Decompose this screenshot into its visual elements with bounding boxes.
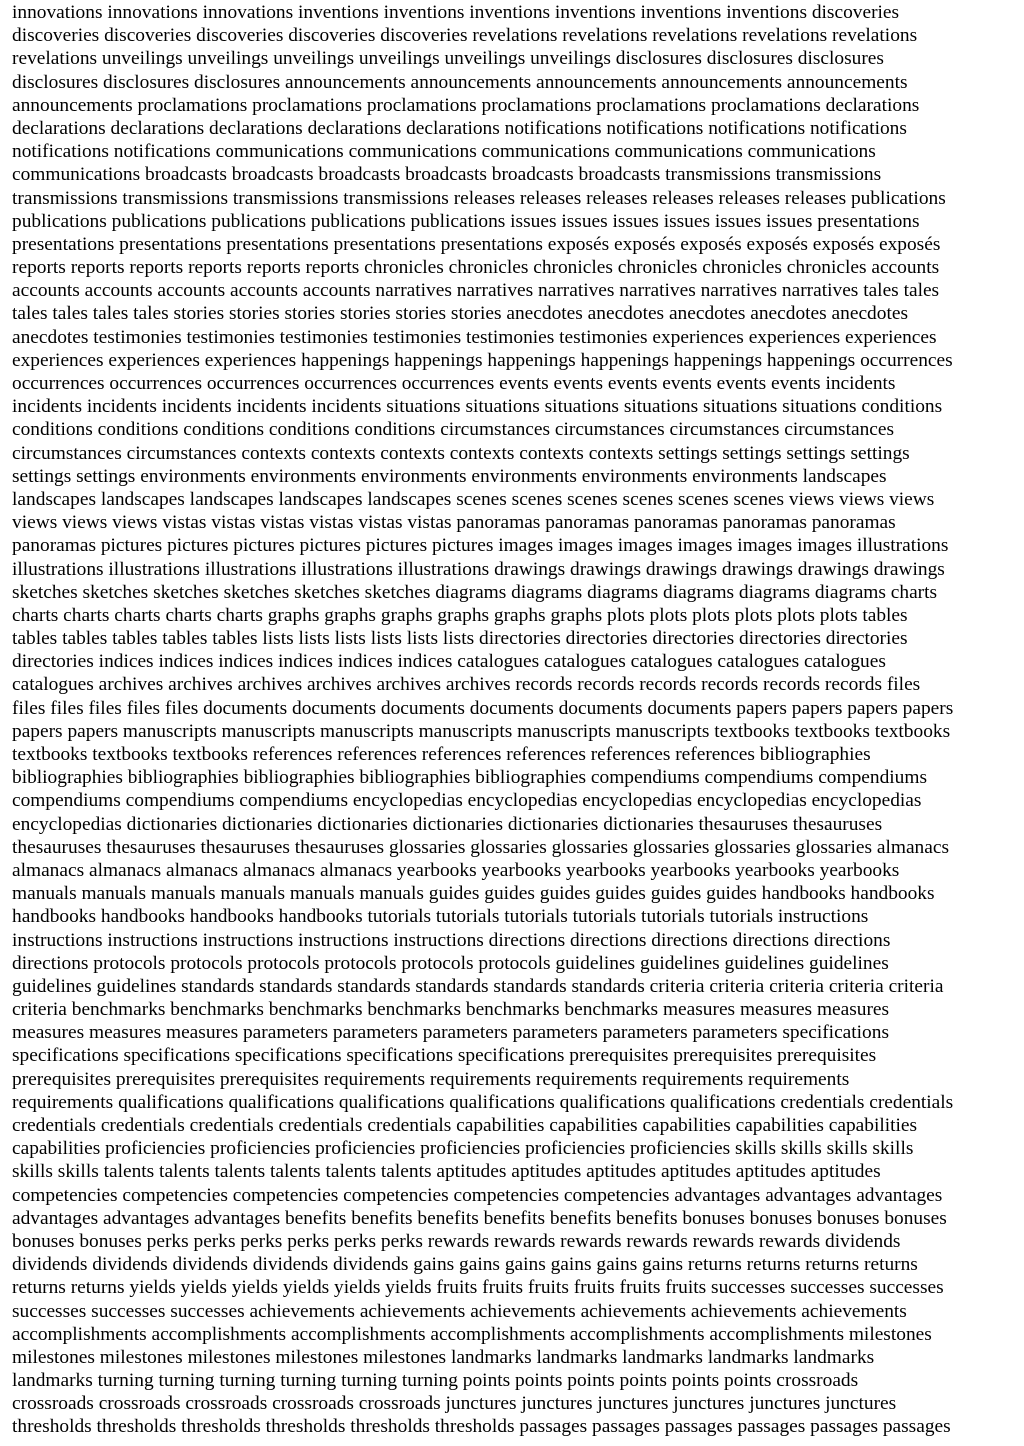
text-line: landmarks turning turning turning turning turning turning points points points points points points crossroads	[12, 1370, 859, 1392]
text-line: declarations declarations declarations declarations declarations notifications notifications notifications notifications	[12, 117, 907, 139]
text-line: guidelines guidelines standards standards standards standards standards standards criteria criteria criteria criteria criteria	[12, 975, 944, 997]
text-line: reports reports reports reports reports reports chronicles chronicles chronicles chronicles chronicles chronicles accounts	[12, 257, 940, 279]
text-line: bonuses bonuses perks perks perks perks perks perks rewards rewards rewards rewards rewards rewards dividends	[12, 1230, 901, 1252]
text-line: requirements qualifications qualifications qualifications qualifications qualifications qualifications credentials credentials	[12, 1091, 954, 1113]
text-line: panoramas pictures pictures pictures pictures pictures pictures images images images images images images illustrations	[12, 535, 949, 557]
text-line: communications broadcasts broadcasts broadcasts broadcasts broadcasts broadcasts transmissions transmissions	[12, 164, 882, 186]
text-line: compendiums compendiums compendiums encyclopedias encyclopedias encyclopedias encyclopedias encyclopedias	[12, 790, 922, 812]
text-line: measures measures measures parameters parameters parameters parameters parameters parameters specifications	[12, 1022, 889, 1044]
text-line: specifications specifications specifications specifications specifications prerequisites prerequisites prerequisites	[12, 1045, 877, 1067]
text-line: instructions instructions instructions instructions instructions directions directions directions directions directions	[12, 929, 891, 951]
text-line: views views views vistas vistas vistas vistas vistas vistas panoramas panoramas panoramas panoramas panoramas	[12, 512, 896, 534]
text-line: experiences experiences experiences happenings happenings happenings happenings happenings happenings occurrences	[12, 349, 953, 371]
text-line: files files files files files documents documents documents documents documents documents papers papers papers papers	[12, 697, 954, 719]
text-line: crossroads crossroads crossroads crossroads crossroads junctures junctures junctures junctures junctures junctures	[12, 1393, 897, 1415]
text-line: encyclopedias dictionaries dictionaries dictionaries dictionaries dictionaries dictionaries thesauruses thesauruses	[12, 813, 883, 835]
text-line: illustrations illustrations illustrations illustrations illustrations drawings drawings drawings drawings drawings drawings	[12, 558, 945, 580]
text-line: papers papers manuscripts manuscripts manuscripts manuscripts manuscripts manuscripts textbooks textbooks textbooks	[12, 720, 951, 742]
text-line: incidents incidents incidents incidents incidents situations situations situations situations situations situations conditions	[12, 396, 943, 418]
text-line: anecdotes testimonies testimonies testimonies testimonies testimonies testimonies experiences experiences experiences	[12, 326, 937, 348]
text-line: revelations unveilings unveilings unveilings unveilings unveilings unveilings disclosures disclosures disclosures	[12, 48, 884, 70]
text-line: circumstances circumstances contexts contexts contexts contexts contexts contexts settings settings settings settings	[12, 442, 910, 464]
text-line: manuals manuals manuals manuals manuals manuals guides guides guides guides guides guides handbooks handbooks	[12, 883, 935, 905]
text-line: tables tables tables tables tables lists lists lists lists lists lists directories directories directories directories directories	[12, 628, 908, 650]
text-line: sketches sketches sketches sketches sketches sketches diagrams diagrams diagrams diagrams diagrams diagrams charts	[12, 581, 938, 603]
text-line: handbooks handbooks handbooks handbooks tutorials tutorials tutorials tutorials tutorials tutorials instructions	[12, 906, 869, 928]
text-line: charts charts charts charts charts graphs graphs graphs graphs graphs graphs plots plots plots plots plots plots tables	[12, 604, 908, 626]
text-line: textbooks textbooks textbooks references references references references references references bibliographies	[12, 744, 871, 765]
text-line: skills skills talents talents talents talents talents talents aptitudes aptitudes aptitudes aptitudes aptitudes aptitudes	[12, 1161, 881, 1183]
text-line: thresholds thresholds thresholds thresholds thresholds thresholds passages passages passages passages passages passages	[12, 1416, 951, 1438]
text-line: directories indices indices indices indices indices indices catalogues catalogues catalogues catalogues catalogues	[12, 651, 886, 673]
text-line: capabilities proficiencies proficiencies proficiencies proficiencies proficiencies proficiencies skills skills skills skills	[12, 1138, 914, 1160]
text-line: dividends dividends dividends dividends dividends gains gains gains gains gains gains returns returns returns returns	[12, 1254, 918, 1276]
text-line: prerequisites prerequisites prerequisites requirements requirements requirements requirements requirements	[12, 1068, 850, 1090]
text-line: publications publications publications publications publications issues issues issues issues issues issues presentations	[12, 210, 920, 232]
text-line: innovations innovations innovations inventions inventions inventions inventions inventions inventions discoveries	[12, 2, 900, 23]
text-line: tales tales tales tales stories stories stories stories stories stories anecdotes anecdotes anecdotes anecdotes anecdotes	[12, 303, 908, 325]
text-line: advantages advantages advantages benefits benefits benefits benefits benefits benefits bonuses bonuses bonuses bonuses	[12, 1207, 947, 1229]
document-text-body	[12, 1, 1024, 1439]
text-line: discoveries discoveries discoveries discoveries discoveries revelations revelations revelations revelations revelations	[12, 25, 918, 47]
text-line: presentations presentations presentations presentations presentations exposés exposés exposés exposés exposés exposés	[12, 233, 941, 255]
text-line: directions protocols protocols protocols protocols protocols protocols guidelines guidelines guidelines guidelines	[12, 952, 889, 974]
text-line: announcements proclamations proclamations proclamations proclamations proclamations proclamations declarations	[12, 94, 920, 116]
text-line: credentials credentials credentials credentials credentials capabilities capabilities capabilities capabilities capabilities	[12, 1115, 918, 1136]
text-line: landscapes landscapes landscapes landscapes landscapes scenes scenes scenes scenes scenes scenes views views views	[12, 488, 935, 510]
text-line: bibliographies bibliographies bibliographies bibliographies bibliographies compendiums compendiums compendiums	[12, 767, 927, 789]
text-line: catalogues archives archives archives archives archives archives records records records records records records files	[12, 674, 921, 696]
text-line: criteria benchmarks benchmarks benchmarks benchmarks benchmarks benchmarks measures measures measures	[12, 999, 890, 1021]
text-line: disclosures disclosures disclosures announcements announcements announcements announcements announcements	[12, 71, 908, 93]
text-line: milestones milestones milestones milestones milestones landmarks landmarks landmarks landmarks landmarks	[12, 1346, 875, 1368]
text-line: thesauruses thesauruses thesauruses thesauruses glossaries glossaries glossaries glossaries glossaries glossaries almanacs	[12, 836, 950, 858]
text-line: competencies competencies competencies competencies competencies competencies advantages advantages advantages	[12, 1184, 943, 1206]
text-line: returns returns yields yields yields yields yields yields fruits fruits fruits fruits fruits fruits successes successes successes	[12, 1277, 944, 1299]
text-line: transmissions transmissions transmissions transmissions releases releases releases releases releases releases publications	[12, 187, 946, 209]
text-line: almanacs almanacs almanacs almanacs almanacs yearbooks yearbooks yearbooks yearbooks yearbooks yearbooks	[12, 859, 900, 881]
text-line: conditions conditions conditions conditions conditions circumstances circumstances circumstances circumstances	[12, 419, 895, 441]
text-line: successes successes successes achievements achievements achievements achievements achievements achievements	[12, 1300, 907, 1322]
text-line: notifications notifications communications communications communications communications communications	[12, 141, 876, 163]
text-line: accounts accounts accounts accounts accounts narratives narratives narratives narratives narratives narratives tales tales	[12, 280, 940, 302]
text-line: occurrences occurrences occurrences occurrences occurrences events events events events events events incidents	[12, 373, 896, 394]
text-line: settings settings environments environments environments environments environments environments landscapes	[12, 465, 887, 487]
text-line: accomplishments accomplishments accomplishments accomplishments accomplishments accomplishments milestones	[12, 1323, 932, 1345]
